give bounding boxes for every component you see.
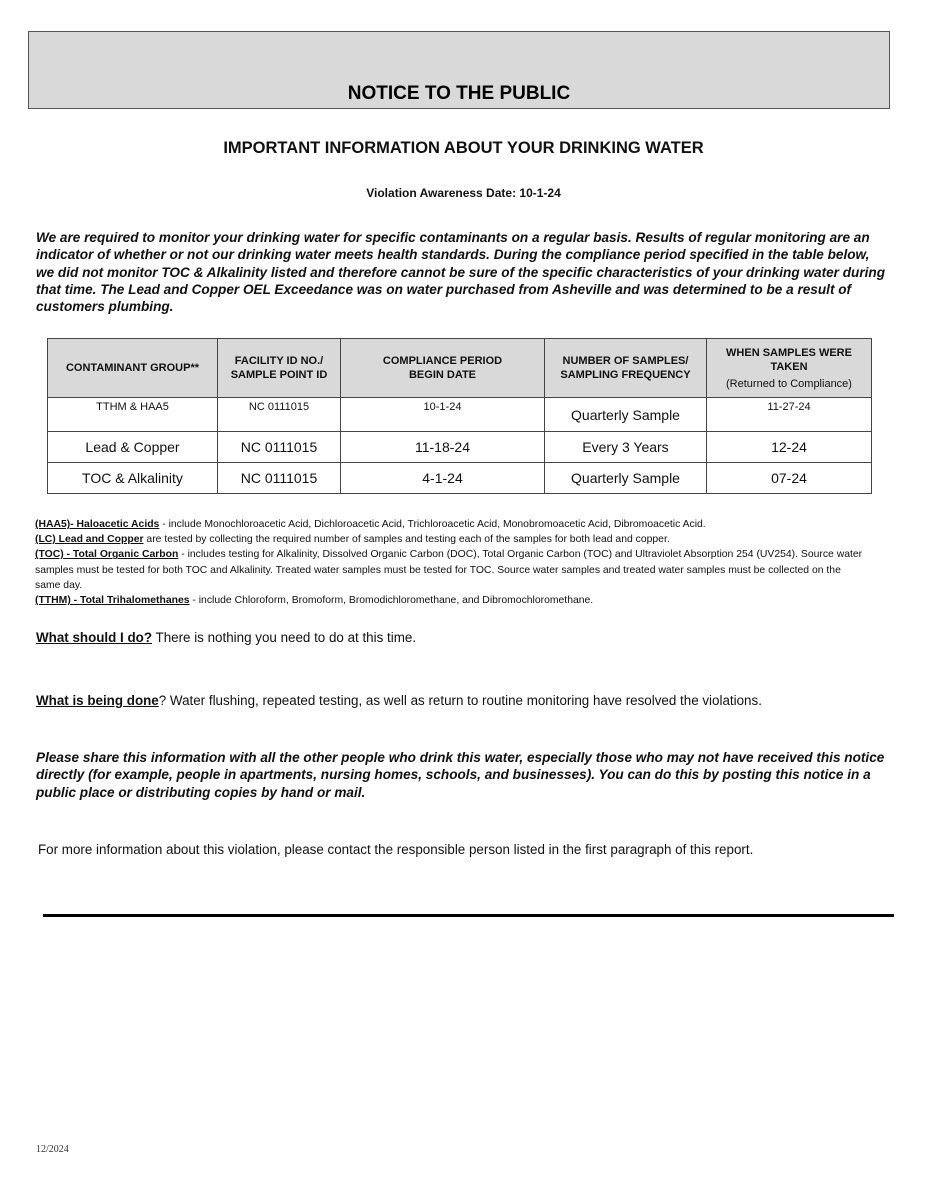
cell-when: 07-24 — [707, 463, 872, 494]
header-when-taken: WHEN SAMPLES WERE TAKEN (Returned to Compliance) — [707, 339, 872, 398]
cell-facility: NC 0111015 — [218, 398, 341, 432]
notice-header-box — [28, 31, 890, 109]
horizontal-divider — [43, 914, 894, 917]
table-row — [48, 398, 872, 432]
header-facility-id: FACILITY ID NO./ SAMPLE POINT ID — [218, 339, 341, 398]
header-number-of-samples: NUMBER OF SAMPLES/ SAMPLING FREQUENCY — [545, 339, 707, 398]
footer-date: 12/2024 — [36, 1144, 69, 1155]
what-should-i-do-answer: There is nothing you need to do at this time. — [152, 630, 417, 645]
term-haa5: (HAA5)- Haloacetic Acids — [35, 519, 160, 530]
returned-to-compliance-note: (Returned to Compliance) — [726, 377, 852, 390]
cell-period: 11-18-24 — [341, 432, 545, 463]
cell-when: 12-24 — [707, 432, 872, 463]
term-tthm: (TTHM) - Total Trihalomethanes — [35, 595, 190, 607]
cell-contaminant: Lead & Copper — [48, 432, 218, 463]
cell-samples: Quarterly Sample — [545, 463, 707, 494]
what-should-i-do — [36, 630, 896, 645]
monitoring-table — [47, 338, 872, 494]
share-paragraph: Please share this information with all the other people who drink this water, especially those who may not have received this notice directly (for example, people in apartments, nursing homes, schools, and businesses). You can do this by posting this notice in a public place or distributing copies by hand or mail. — [36, 750, 885, 800]
definition-lc: (LC) Lead and Copper are tested by collecting the required number of samples and testing each of the samples for both lead and copper. — [35, 534, 670, 546]
what-is-being-done-question: What is being done — [36, 693, 159, 708]
cell-samples: Quarterly Sample — [545, 398, 707, 432]
header-contaminant-group: CONTAMINANT GROUP** — [48, 339, 218, 398]
header-compliance-period: COMPLIANCE PERIOD BEGIN DATE — [341, 339, 545, 398]
intro-paragraph: We are required to monitor your drinking water for specific contaminants on a regular basis. Results of regular monitoring are an indicator of whether or not our drinking water meets health standards. During the compliance period specified in the table below, we did not monitor TOC & Alkalinity listed and therefore cannot be sure of the specific characteristics of your drinking water during that time. The Lead and Copper OEL Exceedance was on water purchased from Asheville and was determined to be a result of customers plumbing. — [36, 230, 885, 315]
cell-contaminant: TTHM & HAA5 — [48, 398, 218, 432]
definition-haa5: (HAA5)- Haloacetic Acids - include Monochloroacetic Acid, Dichloroacetic Acid, Trichloroacetic Acid, Monobromoacetic Acid, Dibromoacetic Acid. — [35, 519, 706, 530]
cell-when: 11-27-24 — [707, 398, 872, 432]
what-is-being-done: What is being done? Water flushing, repeated testing, as well as return to routine monitoring have resolved the violations. — [36, 693, 762, 708]
violation-awareness-date: Violation Awareness Date: 10-1-24 — [366, 186, 561, 200]
cell-period: 4-1-24 — [341, 463, 545, 494]
cell-samples: Every 3 Years — [545, 432, 707, 463]
cell-facility: NC 0111015 — [218, 463, 341, 494]
definition-tthm: (TTHM) - Total Trihalomethanes - include Chloroform, Bromoform, Bromodichloromethane, and Dibromochloromethane. — [35, 595, 594, 607]
definitions-section — [35, 517, 865, 608]
cell-facility: NC 0111015 — [218, 432, 341, 463]
what-should-i-do-question: What should I do? — [36, 630, 153, 645]
what-is-being-done-answer: Water flushing, repeated testing, as well as return to routine monitoring have resolved the violations. — [166, 693, 762, 708]
term-lc: (LC) Lead and Copper — [35, 534, 144, 546]
more-info-paragraph: For more information about this violation, please contact the responsible person listed in the first paragraph of this report. — [38, 842, 754, 857]
notice-title: NOTICE TO THE PUBLIC — [347, 83, 571, 104]
cell-period: 10-1-24 — [341, 398, 545, 432]
definition-toc: (TOC) - Total Organic Carbon - includes testing for Alkalinity, Dissolved Organic Carbon (DOC), Total Organic Carbon (TOC) and Ultraviolet Absorption 254 (UV254). Source water samples must be tested for both TOC and Alkalinity. Treated water samples must be tested for TOC. Source water samples and treated water samples must be collected on the same day. — [35, 549, 863, 591]
table-row — [48, 432, 872, 463]
table-row — [48, 463, 872, 494]
table-header-row — [48, 339, 872, 398]
page-subtitle: IMPORTANT INFORMATION ABOUT YOUR DRINKING WATER — [223, 139, 704, 157]
term-toc: (TOC) - Total Organic Carbon — [35, 549, 179, 561]
cell-contaminant: TOC & Alkalinity — [48, 463, 218, 494]
